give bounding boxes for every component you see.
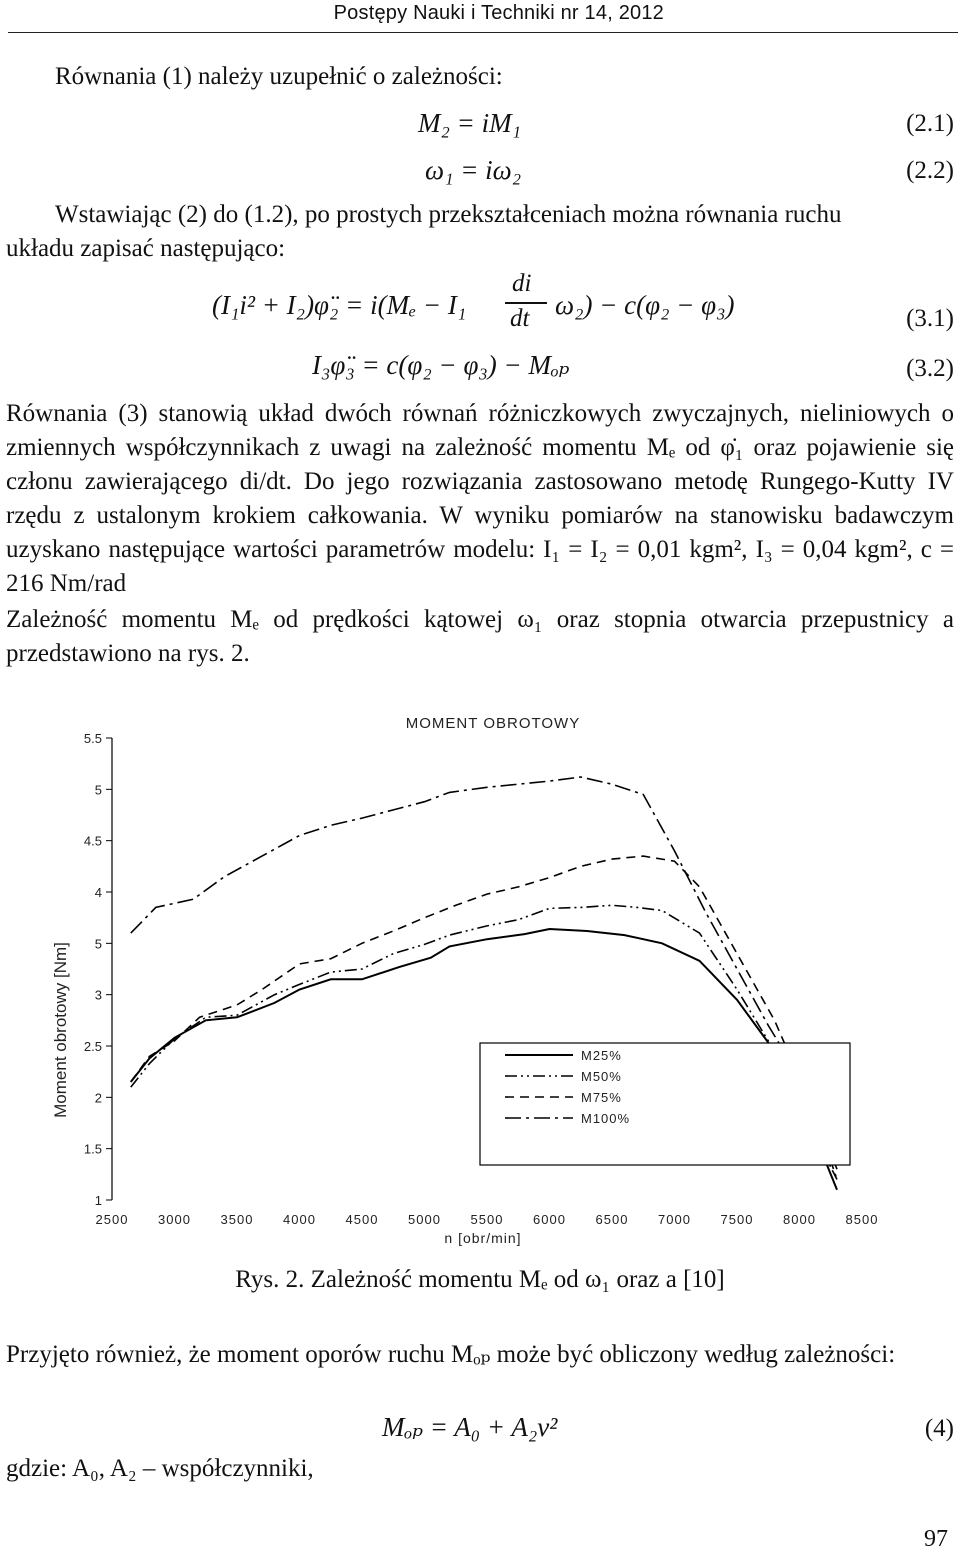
y-tick-label: 2.5: [83, 1039, 102, 1054]
x-tick-label: 8000: [783, 1212, 816, 1227]
paragraph-figure-reference: Zależność momentu Mₑ od prędkości kątowej ω₁ oraz stopnia otwarcia przepustnicy a przedstawiono na rys. 2.: [6, 606, 954, 667]
equation-2-1-number: (2.1): [906, 110, 954, 137]
equation-3-1-rhs: ω₂) − c(φ₂ − φ₃): [555, 290, 735, 320]
x-tick-label: 6000: [533, 1212, 566, 1227]
x-tick-label: 7500: [720, 1212, 754, 1227]
equation-3-1-number: (3.1): [906, 305, 954, 332]
y-tick-label: 1.5: [83, 1141, 102, 1157]
legend-label: M25%: [581, 1048, 622, 1063]
substitution-text-line1: Wstawiając (2) do (1.2), po prostych przekształceniach można równania ruchu: [55, 201, 842, 228]
equation-2-2-number: (2.2): [906, 157, 954, 184]
y-tick-group: [84, 731, 112, 1208]
equation-3-1-fraction-bar: [505, 302, 547, 304]
equation-3-1-fraction-numerator: di: [512, 270, 532, 297]
header-rule: [8, 32, 958, 33]
x-tick-label: 5000: [408, 1212, 441, 1227]
x-tick-label: 8500: [845, 1212, 879, 1227]
page-number: 97: [924, 1526, 948, 1552]
x-tick-group: [96, 1212, 879, 1227]
paragraph-model-description: Równania (3) stanowią układ dwóch równań różniczkowych zwyczajnych, nieliniowych o zmiennych współczynnikach z uwagi na zależność momentu Mₑ od φ̇₁ oraz pojawienie się członu zawierającego di/dt. Do jego rozwiązania zastosowano metodę Rungego-Kutty IV rzędu z ustalonym krokiem całkowania. W wyniku pomiarów na stanowisku badawczym uzyskano następujące wartości parametrów modelu: I₁ = I₂ = 0,01 kgm², I₃ = 0,04 kgm², c = 216 Nm/rad: [6, 400, 954, 597]
equation-3-2: I₃φ̈₃ = c(φ₂ − φ₃) − Mₒₚ: [312, 350, 570, 380]
legend-label: M75%: [581, 1090, 622, 1105]
y-tick-label: 5.5: [83, 731, 102, 746]
y-tick-label: 5: [94, 782, 102, 798]
x-tick-label: 3500: [220, 1212, 254, 1227]
x-tick-label: 3000: [158, 1212, 191, 1227]
y-tick-label: 3: [94, 987, 102, 1003]
x-axis-label: n [obr/min]: [444, 1230, 522, 1246]
figure-caption: Rys. 2. Zależność momentu Mₑ od ω₁ oraz a [10]: [235, 1266, 725, 1293]
x-tick-label: 5500: [470, 1212, 504, 1227]
chart-title: MOMENT OBROTOWY: [405, 715, 581, 732]
x-tick-label: 7000: [658, 1212, 691, 1227]
equation-2-2: ω₁ = iω₂: [425, 155, 522, 185]
equation-2-1: M₂ = iM₁: [418, 108, 521, 138]
equation-4-number: (4): [924, 1415, 954, 1442]
legend-label: M100%: [581, 1111, 631, 1126]
substitution-text-line2: układu zapisać następująco:: [6, 235, 286, 262]
intro-text: Równania (1) należy uzupełnić o zależności:: [55, 63, 503, 90]
legend-box: [480, 1043, 850, 1165]
legend: [480, 1043, 850, 1165]
y-tick-label: 2: [94, 1090, 102, 1106]
y-tick-label: 4: [94, 885, 102, 900]
y-tick-label: 5: [94, 936, 102, 952]
paragraph-resistance: Przyjęto również, że moment oporów ruchu Mₒₚ może być obliczony według zależności:: [6, 1341, 896, 1368]
x-tick-label: 6500: [595, 1212, 629, 1227]
equation-3-1-lhs: (I₁i² + I₂)φ̈₂ = i(Mₑ − I₁: [212, 290, 467, 320]
journal-header: Postępy Nauki i Techniki nr 14, 2012: [333, 2, 664, 24]
equation-3-1-fraction-denominator: dt: [510, 305, 530, 332]
y-tick-label: 4.5: [83, 833, 102, 849]
x-tick-label: 4500: [345, 1212, 379, 1227]
x-tick-label: 4000: [283, 1212, 316, 1227]
coefficients-text: gdzie: A₀, A₂ – współczynniki,: [6, 1455, 314, 1482]
x-tick-label: 2500: [95, 1212, 129, 1227]
equation-4: Mₒₚ = A₀ + A₂v²: [382, 1412, 558, 1442]
y-tick-label: 1: [94, 1193, 102, 1208]
legend-label: M50%: [581, 1069, 622, 1084]
y-axis-label: Moment obrotowy [Nm]: [51, 942, 70, 1118]
equation-3-2-number: (3.2): [906, 355, 954, 382]
torque-chart: [0, 700, 960, 1260]
